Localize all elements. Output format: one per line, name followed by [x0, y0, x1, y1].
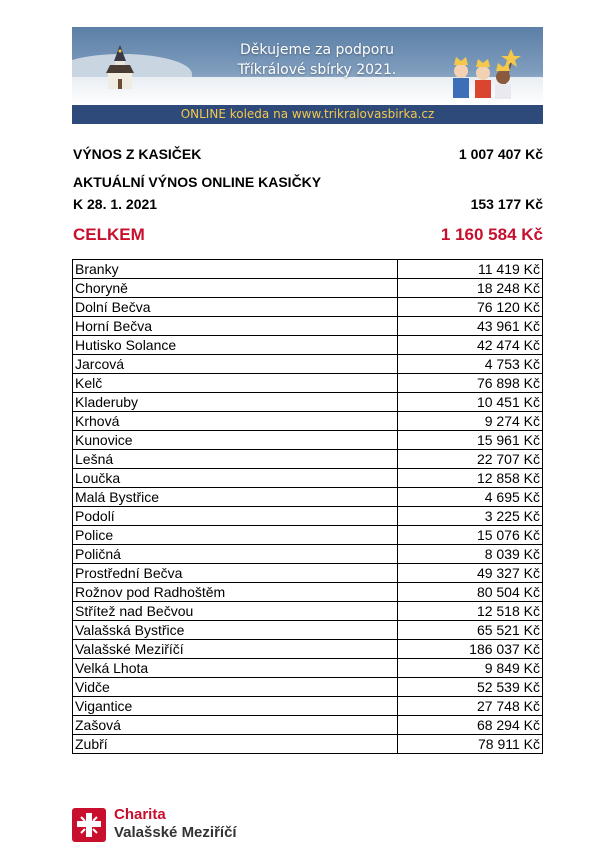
town-name-cell: Kelč [73, 374, 398, 393]
town-name-cell: Zašová [73, 716, 398, 735]
table-row [73, 488, 543, 507]
town-name-cell: Police [73, 526, 398, 545]
town-amount-cell: 12 518 Kč [398, 602, 543, 621]
town-name-cell: Choryně [73, 279, 398, 298]
logo-line2: Valašské Meziříčí [114, 824, 237, 841]
town-amount-cell: 80 504 Kč [398, 583, 543, 602]
table-row [73, 621, 543, 640]
town-name-cell: Valašské Meziříčí [73, 640, 398, 659]
table-row [73, 564, 543, 583]
town-amount-cell: 27 748 Kč [398, 697, 543, 716]
kasicky-label: VÝNOS Z KASIČEK [73, 146, 202, 162]
online-value: 153 177 Kč [470, 196, 543, 212]
town-name-cell: Loučka [73, 469, 398, 488]
town-amount-cell: 65 521 Kč [398, 621, 543, 640]
table-row [73, 431, 543, 450]
table-row [73, 735, 543, 754]
table-row [73, 526, 543, 545]
banner-title-line2: Tříkrálové sbírky 2021. [237, 62, 397, 78]
header-banner [72, 27, 543, 124]
church-icon [100, 43, 140, 93]
town-amount-cell: 78 911 Kč [398, 735, 543, 754]
town-name-cell: Kladeruby [73, 393, 398, 412]
town-amount-cell: 15 961 Kč [398, 431, 543, 450]
table-row [73, 507, 543, 526]
town-name-cell: Krhová [73, 412, 398, 431]
town-amount-cell: 52 539 Kč [398, 678, 543, 697]
town-name-cell: Kunovice [73, 431, 398, 450]
table-row [73, 260, 543, 279]
town-amount-cell: 42 474 Kč [398, 336, 543, 355]
town-amount-cell: 186 037 Kč [398, 640, 543, 659]
town-name-cell: Malá Bystřice [73, 488, 398, 507]
town-amount-cell: 4 695 Kč [398, 488, 543, 507]
charita-cross-logo-icon [72, 808, 106, 842]
town-name-cell: Branky [73, 260, 398, 279]
table-row [73, 659, 543, 678]
table-row [73, 393, 543, 412]
town-name-cell: Vigantice [73, 697, 398, 716]
towns-table-body [73, 260, 543, 754]
town-name-cell: Podolí [73, 507, 398, 526]
town-name-cell: Střítež nad Bečvou [73, 602, 398, 621]
town-amount-cell: 4 753 Kč [398, 355, 543, 374]
town-name-cell: Dolní Bečva [73, 298, 398, 317]
town-name-cell: Prostřední Bečva [73, 564, 398, 583]
town-name-cell: Rožnov pod Radhoštěm [73, 583, 398, 602]
table-row [73, 602, 543, 621]
kasicky-value: 1 007 407 Kč [458, 146, 543, 162]
town-amount-cell: 18 248 Kč [398, 279, 543, 298]
table-row [73, 583, 543, 602]
table-row [73, 374, 543, 393]
table-row [73, 412, 543, 431]
town-amount-cell: 76 120 Kč [398, 298, 543, 317]
table-row [73, 355, 543, 374]
town-amount-cell: 68 294 Kč [398, 716, 543, 735]
total-label: CELKEM [73, 225, 145, 244]
town-name-cell: Horní Bečva [73, 317, 398, 336]
banner-online-koleda[interactable]: ONLINE koleda na www.trikralovasbirka.cz [72, 105, 543, 124]
table-row [73, 678, 543, 697]
table-row [73, 279, 543, 298]
town-name-cell: Hutisko Solance [73, 336, 398, 355]
town-amount-cell: 9 849 Kč [398, 659, 543, 678]
town-name-cell: Jarcová [73, 355, 398, 374]
town-amount-cell: 3 225 Kč [398, 507, 543, 526]
town-amount-cell: 43 961 Kč [398, 317, 543, 336]
town-amount-cell: 10 451 Kč [398, 393, 543, 412]
town-amount-cell: 15 076 Kč [398, 526, 543, 545]
town-amount-cell: 8 039 Kč [398, 545, 543, 564]
town-name-cell: Vidče [73, 678, 398, 697]
town-name-cell: Velká Lhota [73, 659, 398, 678]
town-name-cell: Lešná [73, 450, 398, 469]
table-row [73, 716, 543, 735]
town-amount-cell: 11 419 Kč [398, 260, 543, 279]
town-amount-cell: 22 707 Kč [398, 450, 543, 469]
three-kings-illustration-icon [441, 47, 531, 105]
town-name-cell: Zubří [73, 735, 398, 754]
town-amount-cell: 49 327 Kč [398, 564, 543, 583]
table-row [73, 450, 543, 469]
total-value: 1 160 584 Kč [440, 225, 543, 244]
banner-title [202, 40, 432, 80]
banner-title-line1: Děkujeme za podporu [240, 42, 394, 58]
table-row [73, 469, 543, 488]
table-row [73, 317, 543, 336]
town-amount-cell: 12 858 Kč [398, 469, 543, 488]
logo-line1: Charita [114, 806, 166, 823]
towns-table [72, 259, 543, 754]
table-row [73, 336, 543, 355]
town-amount-cell: 76 898 Kč [398, 374, 543, 393]
online-label-line2: K 28. 1. 2021 [73, 196, 158, 212]
online-label-line1: AKTUÁLNÍ VÝNOS ONLINE KASIČKY [73, 174, 322, 190]
table-row [73, 298, 543, 317]
table-row [73, 640, 543, 659]
table-row [73, 697, 543, 716]
town-name-cell: Poličná [73, 545, 398, 564]
table-row [73, 545, 543, 564]
town-amount-cell: 9 274 Kč [398, 412, 543, 431]
town-name-cell: Valašská Bystřice [73, 621, 398, 640]
